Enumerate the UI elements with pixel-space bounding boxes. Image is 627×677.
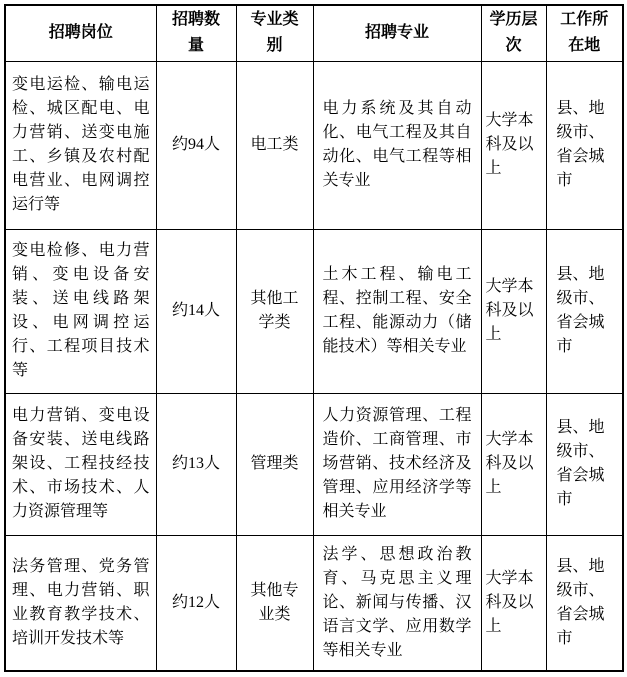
cell-education: 大学本科及以上 (481, 393, 546, 535)
cell-education: 大学本科及以上 (481, 229, 546, 393)
recruitment-table (4, 4, 624, 672)
cell-majors: 电力系统及其自动化、电气工程及其自动化、电气工程等相关专业 (313, 61, 481, 229)
cell-category: 其他工学类 (236, 229, 313, 393)
cell-education: 大学本科及以上 (481, 535, 546, 671)
table-row (5, 229, 623, 393)
cell-location: 县、地级市、省会城市 (546, 535, 623, 671)
cell-majors: 法学、思想政治教育、马克思主义理论、新闻与传播、汉语言文学、应用数学等相关专业 (313, 535, 481, 671)
cell-position: 变电运检、输电运检、城区配电、电力营销、送变电施工、乡镇及农村配电营业、电网调控运行等 (5, 61, 156, 229)
header-row (5, 5, 623, 61)
table-row (5, 61, 623, 229)
cell-majors: 土木工程、输电工程、控制工程、安全工程、能源动力（储能技术）等相关专业 (313, 229, 481, 393)
column-header-category: 专业类别 (236, 5, 313, 61)
cell-majors: 人力资源管理、工程造价、工商管理、市场营销、技术经济及管理、应用经济学等相关专业 (313, 393, 481, 535)
table-row (5, 535, 623, 671)
column-header-majors: 招聘专业 (313, 5, 481, 61)
table-row (5, 393, 623, 535)
cell-location: 县、地级市、省会城市 (546, 229, 623, 393)
cell-location: 县、地级市、省会城市 (546, 61, 623, 229)
cell-count: 约13人 (156, 393, 236, 535)
cell-category: 电工类 (236, 61, 313, 229)
cell-education: 大学本科及以上 (481, 61, 546, 229)
cell-position: 电力营销、变电设备安装、送电线路架设、工程技经技术、市场技术、人力资源管理等 (5, 393, 156, 535)
cell-count: 约12人 (156, 535, 236, 671)
cell-position: 法务管理、党务管理、电力营销、职业教育教学技术、培训开发技术等 (5, 535, 156, 671)
column-header-location: 工作所在地 (546, 5, 623, 61)
column-header-position: 招聘岗位 (5, 5, 156, 61)
cell-position: 变电检修、电力营销、变电设备安装、送电线路架设、电网调控运行、工程项目技术等 (5, 229, 156, 393)
cell-category: 其他专业类 (236, 535, 313, 671)
column-header-education: 学历层次 (481, 5, 546, 61)
cell-category: 管理类 (236, 393, 313, 535)
cell-location: 县、地级市、省会城市 (546, 393, 623, 535)
cell-count: 约14人 (156, 229, 236, 393)
column-header-count: 招聘数量 (156, 5, 236, 61)
cell-count: 约94人 (156, 61, 236, 229)
